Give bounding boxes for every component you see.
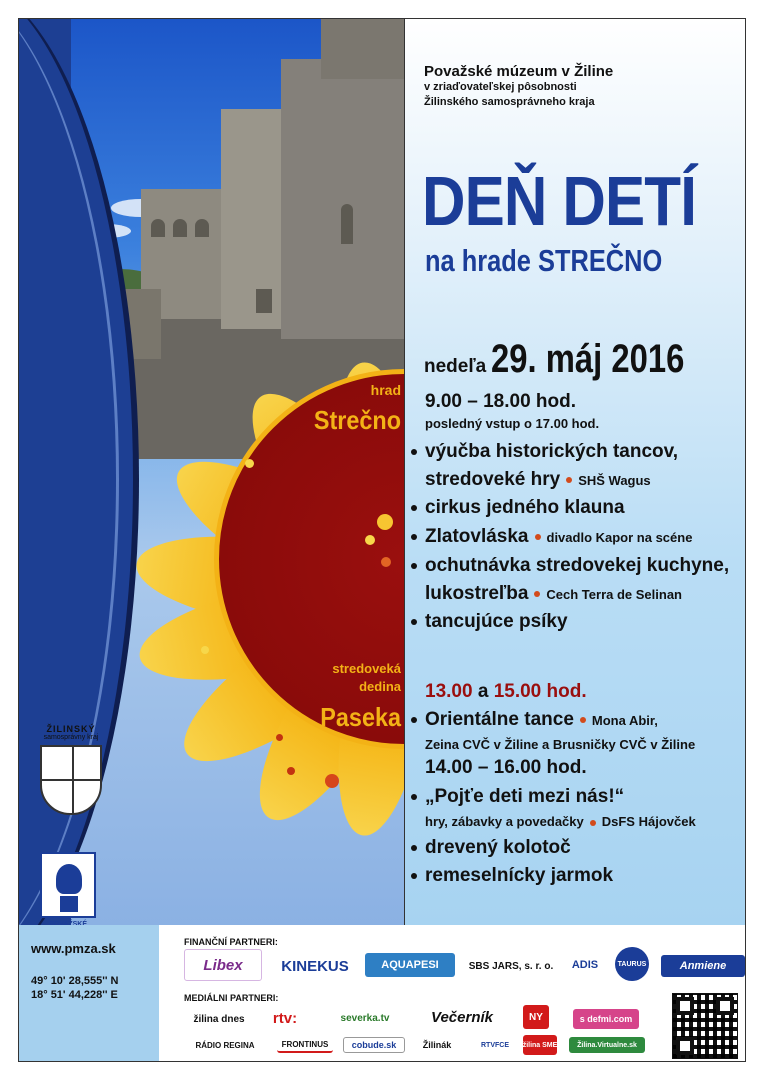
partner-logo: FRONTINUS bbox=[277, 1037, 333, 1053]
partner-logo: RÁDIO REGINA bbox=[195, 1040, 255, 1050]
program-item: stredoveké hry SHŠ Wagus bbox=[425, 469, 651, 490]
program-item-detail: hry, zábavky a povedačky DsFS Hájovček bbox=[425, 814, 696, 829]
qr-code-icon bbox=[672, 993, 738, 1059]
main-title: DEŇ DETÍ bbox=[422, 162, 697, 240]
museum-name: Považské múzeum v Žiline bbox=[424, 63, 614, 80]
rooster-icon bbox=[40, 852, 96, 918]
program-item: „Pojťe deti mezi nás!“ bbox=[411, 786, 624, 808]
disc-paseka-label: Paseka bbox=[320, 702, 401, 732]
museum-sub2: Žilinského samosprávneho kraja bbox=[424, 96, 595, 108]
partner-logo: Večerník bbox=[431, 1008, 493, 1026]
partner-logo: cobude.sk bbox=[343, 1037, 405, 1053]
partner-logo: s defmi.com bbox=[573, 1009, 639, 1029]
partner-logo: rtv: bbox=[272, 1009, 298, 1027]
program1-time: 9.00 – 18.00 hod. bbox=[425, 391, 577, 412]
program-item: tancujúce psíky bbox=[411, 611, 568, 633]
partner-logo: RTVFCE bbox=[481, 1041, 509, 1049]
footer-info bbox=[19, 925, 159, 1062]
disc-dedina2-label: dedina bbox=[359, 679, 401, 694]
partner-logo: AQUAPESI bbox=[365, 953, 455, 977]
media-partners-label: MEDIÁLNI PARTNERI: bbox=[184, 993, 279, 1003]
poster bbox=[18, 18, 746, 1062]
program2-time2: 14.00 – 16.00 hod. bbox=[425, 757, 587, 778]
partner-logo: žilina dnes bbox=[193, 1013, 245, 1025]
gps-lon: 18° 51' 44,228'' E bbox=[31, 989, 118, 1001]
program-item-detail: Zeina CVČ v Žiline a Brusničky CVČ v Žiline bbox=[425, 737, 696, 752]
program-item: ochutnávka stredovekej kuchyne, bbox=[411, 555, 729, 577]
disc-dedina1-label: stredoveká bbox=[332, 661, 401, 676]
zilinsky-kraj-logo: ŽILINSKÝ samosprávny kraj bbox=[31, 724, 111, 815]
partner-logo: KINEKUS bbox=[281, 957, 349, 975]
partner-logo: SBS JARS, s. r. o. bbox=[468, 960, 554, 972]
partner-logo: ADIS bbox=[571, 959, 599, 971]
disc-hrad-label: hrad bbox=[370, 382, 401, 398]
partner-logo: Anmiene bbox=[661, 955, 745, 977]
partners-section bbox=[159, 925, 746, 1062]
weekday: nedeľa bbox=[424, 356, 487, 377]
partner-logo: žilina SME bbox=[523, 1035, 557, 1055]
program2-time: 13.00 a 15.00 hod. bbox=[425, 681, 587, 702]
program-item: drevený kolotoč bbox=[411, 837, 571, 859]
website-link[interactable]: www.pmza.sk bbox=[31, 941, 116, 956]
partner-logo: NY bbox=[523, 1005, 549, 1029]
date-value: 29. máj 2016 bbox=[490, 337, 685, 381]
coat-of-arms-icon bbox=[40, 745, 102, 815]
partner-logo: severka.tv bbox=[340, 1012, 390, 1024]
program-item: cirkus jedného klauna bbox=[411, 497, 625, 519]
sub-title: na hrade STREČNO bbox=[425, 243, 663, 278]
partner-logo: Žilina.Virtualne.sk bbox=[569, 1037, 645, 1053]
program-item: lukostreľba Cech Terra de Selinan bbox=[425, 583, 682, 604]
museum-sub1: v zriaďovateľskej pôsobnosti bbox=[424, 81, 577, 93]
gps-lat: 49° 10' 28,555'' N bbox=[31, 975, 119, 987]
partner-logo: Žilinák bbox=[422, 1040, 452, 1050]
disc-strecno-label: Strečno bbox=[313, 405, 401, 435]
program1-note: posledný vstup o 17.00 hod. bbox=[425, 416, 600, 431]
program-item: Zlatovláska divadlo Kapor na scéne bbox=[411, 526, 692, 548]
financial-partners-label: FINANČNÍ PARTNERI: bbox=[184, 937, 278, 947]
event-date bbox=[424, 337, 726, 382]
partner-logo: Libex bbox=[184, 949, 262, 981]
program-item: výučba historických tancov, bbox=[411, 441, 678, 463]
program-item: Orientálne tance Mona Abir, bbox=[411, 709, 658, 731]
partner-logo: TAURUS bbox=[615, 947, 649, 981]
program-item: remeselnícky jarmok bbox=[411, 865, 613, 887]
museum-header bbox=[424, 63, 613, 110]
